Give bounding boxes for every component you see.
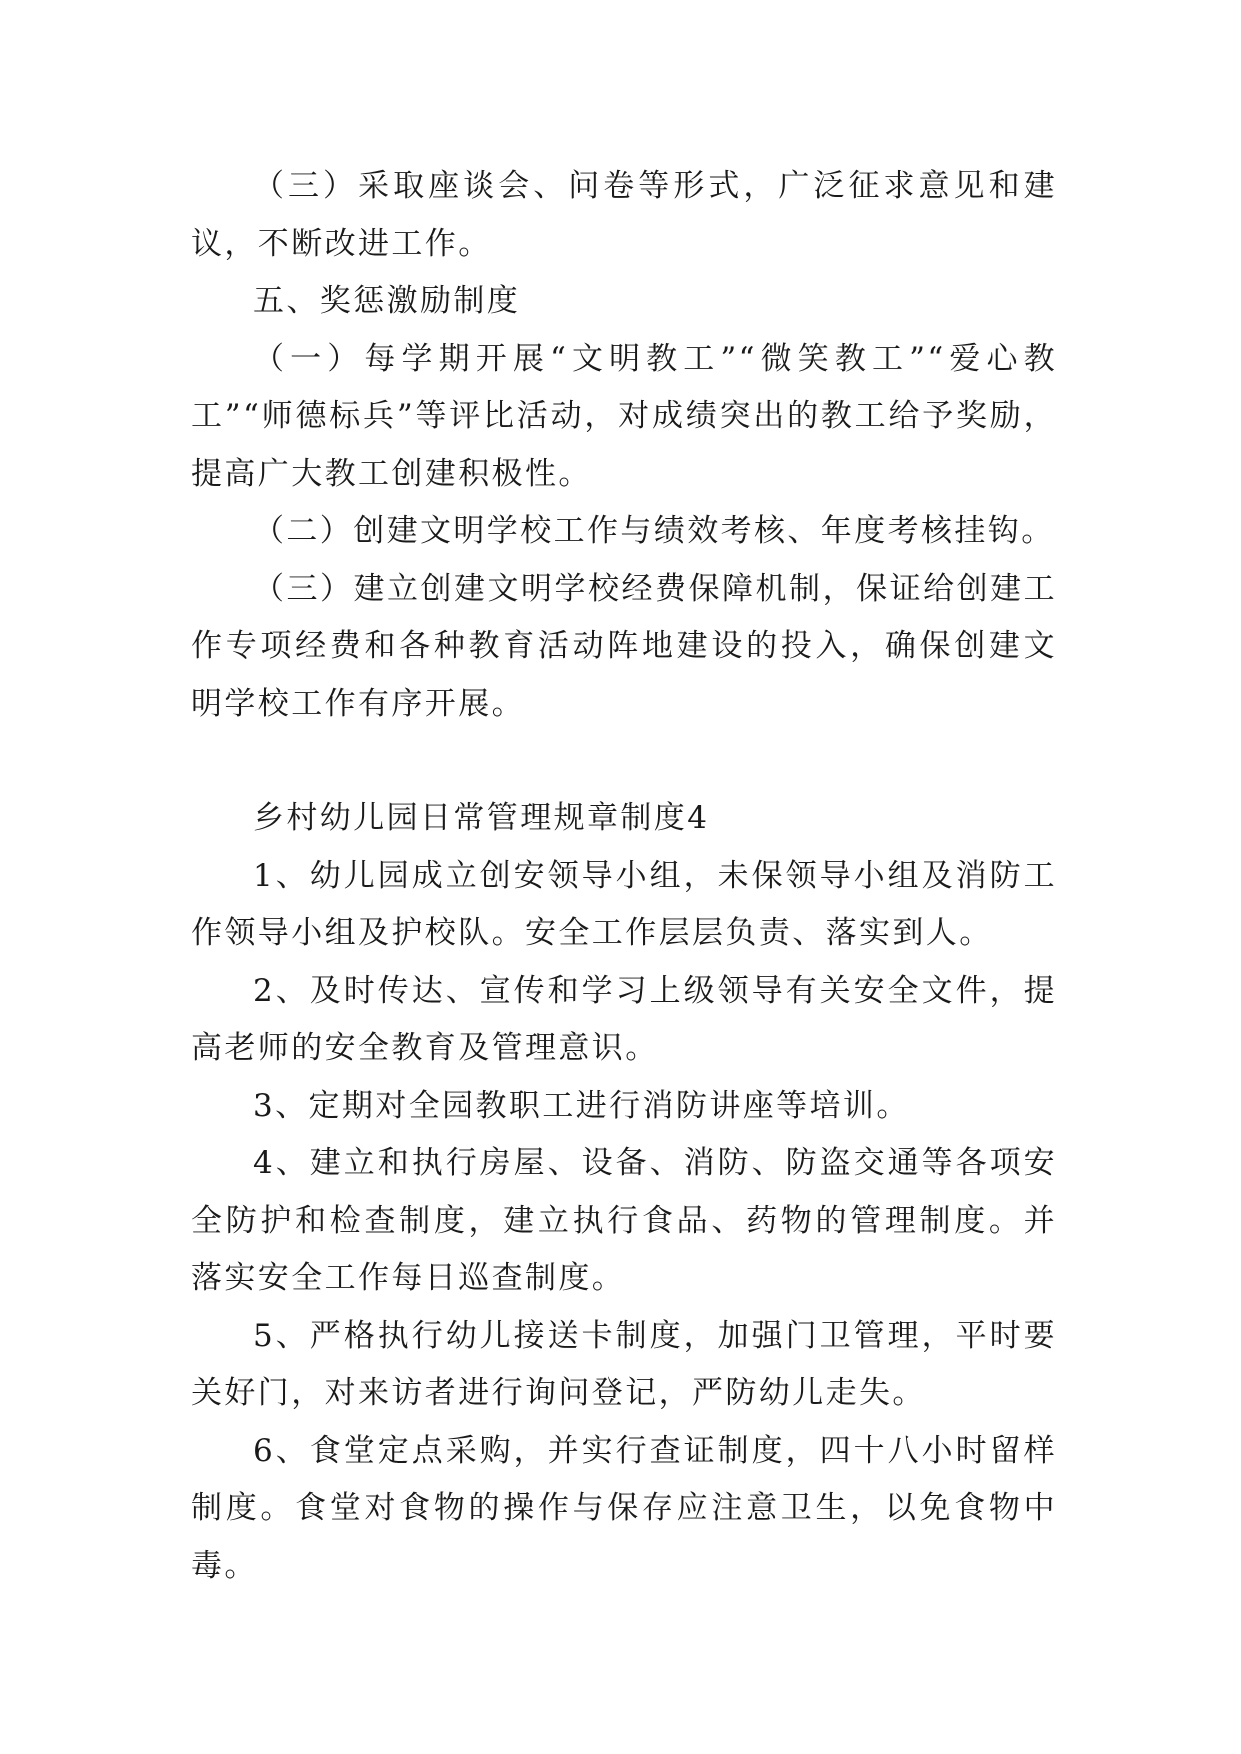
paragraph-rewards-1: （一）每学期开展“文明教工”“微笑教工”“爱心教工”“师德标兵”等评比活动，对成绩突出的教工给予奖励，提高广大教工创建积极性。 [191, 340, 1057, 492]
list-item: 3、定期对全园教职工进行消防讲座等培训。 [253, 1087, 910, 1124]
paragraph-rewards-2: （二）创建文明学校工作与绩效考核、年度考核挂钩。 [253, 513, 1055, 549]
list-item: 6、食堂定点采购，并实行查证制度，四十八小时留样制度。食堂对食物的操作与保存应注意卫生，以免食物中毒。 [191, 1432, 1057, 1584]
document-body [191, 158, 1057, 1595]
list-item: 5、严格执行幼儿接送卡制度，加强门卫管理，平时要关好门，对来访者进行询问登记，严防幼儿走失。 [191, 1317, 1057, 1411]
paragraph-rewards-3: （三）建立创建文明学校经费保障机制，保证给创建工作专项经费和各种教育活动阵地建设的投入，确保创建文明学校工作有序开展。 [191, 570, 1057, 722]
document-title: 乡村幼儿园日常管理规章制度4 [253, 800, 710, 836]
list-item: 2、及时传达、宣传和学习上级领导有关安全文件，提高老师的安全教育及管理意识。 [191, 972, 1057, 1066]
section-heading-rewards: 五、奖惩激励制度 [253, 283, 521, 319]
list-item: 4、建立和执行房屋、设备、消防、防盗交通等各项安全防护和检查制度，建立执行食品、药物的管理制度。并落实安全工作每日巡查制度。 [191, 1145, 1057, 1296]
section-spacer [191, 733, 1057, 790]
paragraph-feedback: （三）采取座谈会、问卷等形式，广泛征求意见和建议，不断改进工作。 [191, 168, 1057, 262]
list-item: 1、幼儿园成立创安领导小组，未保领导小组及消防工作领导小组及护校队。安全工作层层负责、落实到人。 [191, 857, 1057, 951]
